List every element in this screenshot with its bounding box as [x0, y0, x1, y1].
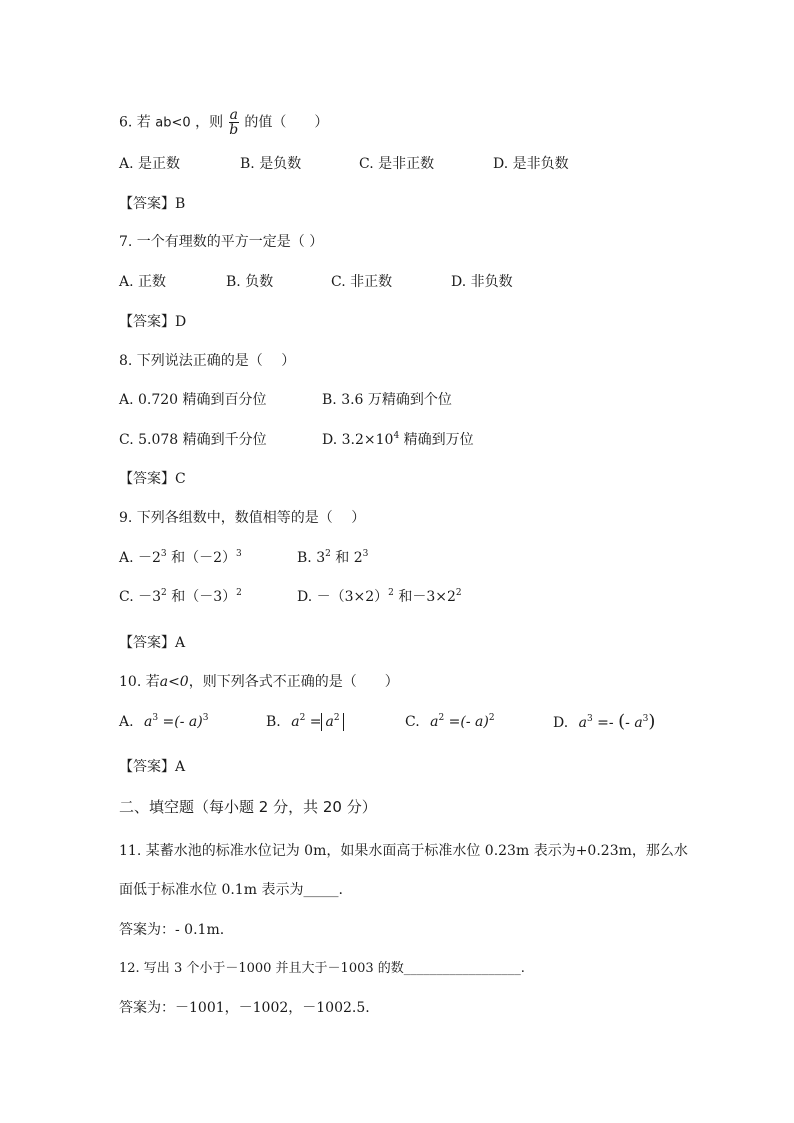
q8-optd-exp: 4	[393, 431, 400, 441]
q9-optd-part1: D. －（3×2）	[297, 589, 389, 605]
q10-optd-rhs: =-	[592, 715, 619, 731]
q9-opta-exp2: 3	[236, 549, 242, 559]
q9-option-a	[119, 548, 242, 568]
q10-optb-exp1: 2	[299, 713, 306, 723]
q10-condition: a<0	[159, 674, 189, 690]
q9-option-c	[119, 587, 242, 607]
q8-option-c: C. 5.078 精确到千分位	[119, 432, 267, 448]
answer-label: 【答案】	[119, 196, 175, 212]
q6-option-c: C. 是非正数	[359, 156, 435, 172]
answer-label: 【答案】	[119, 635, 175, 651]
q11-line2: 面低于标准水位 0.1m 表示为_____.	[119, 882, 343, 898]
q6-option-b: B. 是负数	[240, 156, 302, 172]
answer-value: D	[175, 314, 187, 330]
q10-opta-label: A.	[119, 714, 134, 730]
q10-stem	[119, 672, 399, 692]
q7-option-b: B. 负数	[226, 274, 274, 290]
q12-answer: 答案为：－1001，－1002，－1002.5.	[119, 1000, 370, 1016]
section-title: 二、填空题（每小题 2 分，共 20 分）	[119, 798, 377, 816]
q6-option-d: D. 是非负数	[493, 156, 569, 172]
answer-label: 【答案】	[119, 471, 175, 487]
q9-opta-exp1: 3	[160, 549, 167, 559]
q9-optc-part2: 和（－3）	[166, 589, 237, 605]
q6-mid: ，则	[195, 114, 224, 131]
q10-optc-rhs: =(- a)	[444, 714, 489, 730]
answer-value: A	[175, 759, 186, 775]
q10-optd-exp1: 3	[587, 714, 593, 724]
q6-option-a: A. 是正数	[119, 156, 181, 172]
q8-option-a: A. 0.720 精确到百分位	[119, 392, 267, 408]
answer-label: 【答案】	[119, 759, 175, 775]
q11-line1: 11. 某蓄水池的标准水位记为 0m，如果水面高于标准水位 0.23m 表示为+0.23m，那么水	[119, 843, 688, 859]
answer-value: B	[175, 196, 186, 212]
q9-optb-exp2: 3	[362, 549, 369, 559]
q10-optd-exp2: 3	[642, 714, 649, 724]
q10-option-b: B. $a^2 = a^2$	[266, 712, 344, 732]
q10-optb-abs-base: a	[325, 714, 334, 730]
q6-stem	[119, 108, 328, 137]
q7-option-a: A. 正数	[119, 274, 167, 290]
q10-option-c	[405, 712, 495, 732]
q9-optd-exp2: 2	[455, 588, 462, 598]
q9-optc-exp1: 2	[161, 588, 167, 598]
q9-optd-exp1: 2	[388, 588, 394, 598]
q10-optb-label: B.	[266, 714, 281, 730]
q9-optb-part1: B. 3	[297, 550, 326, 566]
q10-optc-exp1: 2	[438, 713, 445, 723]
q10-optd-inner: - a	[625, 715, 643, 731]
q8-stem: 8. 下列说法正确的是（ ）	[119, 353, 296, 369]
q10-opta-exp1: 3	[152, 713, 159, 723]
q12-stem: 12. 写出 3 个小于－1000 并且大于－1003 的数__________________.	[119, 961, 525, 976]
q8-optd-pre: D. 3.2×10	[322, 432, 394, 448]
q9-option-d	[297, 587, 462, 607]
q7-option-d: D. 非负数	[451, 274, 513, 290]
q10-option-a	[119, 712, 208, 732]
q10-optb-abs	[321, 713, 343, 731]
q7-answer	[119, 312, 186, 332]
q6-pre: 6. 若	[119, 114, 151, 131]
q10-optc-lhs: a	[430, 714, 439, 730]
q6-frac-num: a	[229, 107, 238, 123]
q8-option-d	[322, 430, 474, 450]
q8-option-b: B. 3.6 万精确到个位	[322, 392, 452, 408]
q10-opta-rhs: =(- a)	[158, 714, 203, 730]
q10-opta-exp2: 3	[202, 713, 209, 723]
q9-optb-exp1: 2	[325, 549, 331, 559]
q11-answer: 答案为：- 0.1m.	[119, 922, 225, 938]
q7-stem: 7. 一个有理数的平方一定是（ ）	[119, 234, 324, 250]
q9-optb-part2: 和 2	[330, 550, 363, 566]
q10-opta-lhs: a	[144, 714, 153, 730]
q10-optd-label: D.	[553, 715, 569, 731]
q10-optd-lhs: a	[578, 715, 587, 731]
q10-option-d: D. $a^3$ =- (- $a^3$)	[553, 711, 656, 732]
q6-frac-den: b	[229, 122, 239, 138]
answer-value: A	[175, 635, 186, 651]
q10-pre: 10. 若	[119, 674, 160, 690]
q7-option-c: C. 非正数	[331, 274, 393, 290]
q6-fraction	[229, 108, 239, 137]
q9-opta-part2: 和（－2）	[166, 550, 237, 566]
q6-post: 的值（ ）	[244, 114, 329, 131]
q10-optc-exp2: 2	[488, 713, 495, 723]
q9-answer	[119, 633, 185, 653]
q10-post: ，则下列各式不正确的是（ ）	[188, 674, 399, 690]
q9-option-b	[297, 548, 368, 568]
q8-answer	[119, 469, 186, 489]
q9-optc-exp2: 2	[236, 588, 242, 598]
q8-optd-post: 精确到万位	[399, 432, 474, 448]
answer-value: C	[175, 471, 186, 487]
q9-optd-part2: 和－3×2	[393, 589, 456, 605]
q10-optb-lhs: a	[291, 714, 300, 730]
q9-opta-part1: A. －2	[119, 550, 161, 566]
q6-condition: ab<0	[155, 115, 191, 131]
q10-optb-abs-exp: 2	[333, 713, 340, 723]
q9-optc-part1: C. －3	[119, 589, 162, 605]
answer-label: 【答案】	[119, 314, 175, 330]
q9-stem: 9. 下列各组数中，数值相等的是（ ）	[119, 510, 366, 526]
q6-answer	[119, 194, 185, 214]
q10-answer	[119, 757, 185, 777]
q10-optc-label: C.	[405, 714, 420, 730]
